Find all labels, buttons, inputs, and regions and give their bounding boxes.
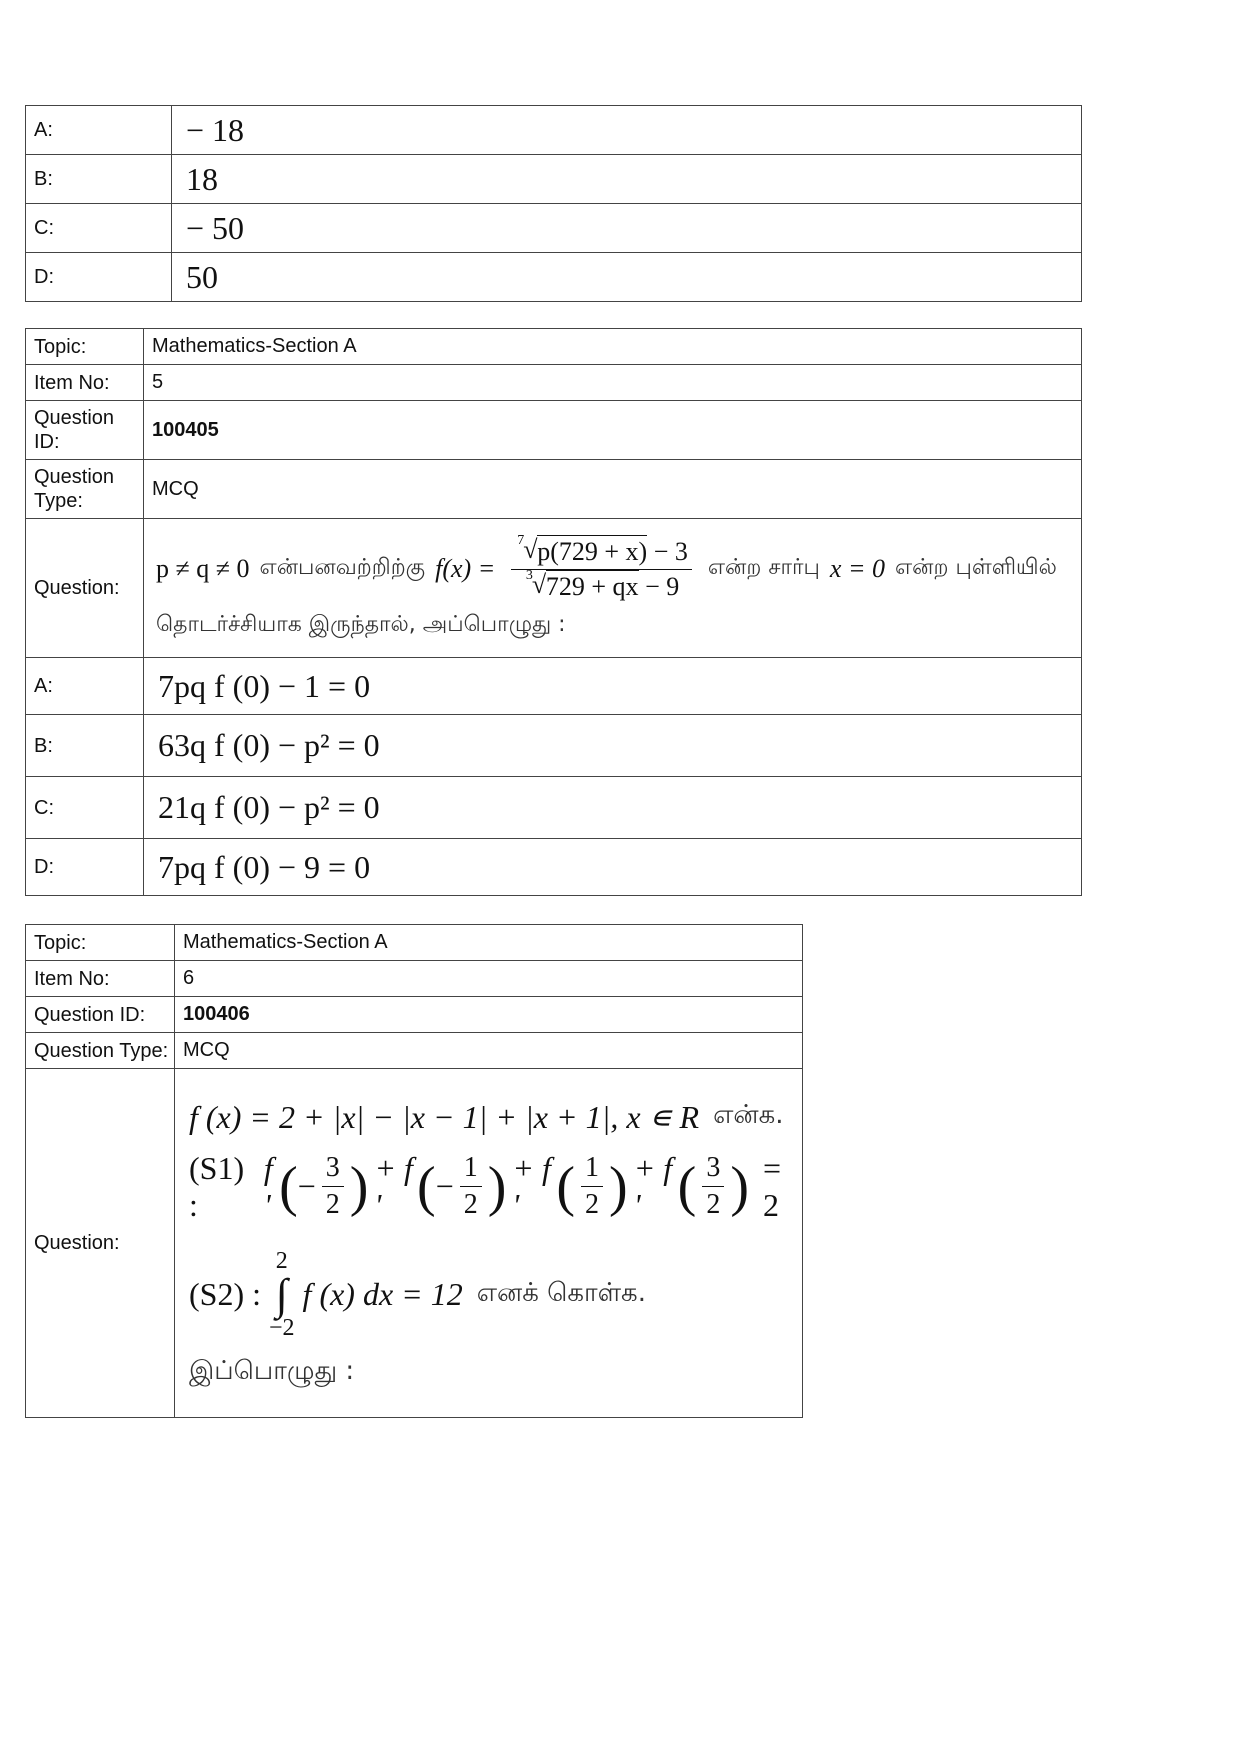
- fraction-numerator: 1: [460, 1152, 482, 1187]
- item-label: Item No:: [26, 961, 175, 997]
- question-id-label: Question ID:: [26, 997, 175, 1033]
- question-type-value: MCQ: [144, 460, 1082, 519]
- question-label: Question:: [26, 1069, 175, 1418]
- s1-term: [634, 1150, 749, 1224]
- point-text: x = 0: [829, 554, 885, 583]
- option-value: 63q f (0) − p² = 0: [144, 715, 1082, 777]
- topic-value: Mathematics-Section A: [144, 329, 1082, 365]
- option-value: 21q f (0) − p² = 0: [144, 777, 1082, 839]
- option-row: [26, 253, 1082, 302]
- root-body: p(729 + x): [537, 536, 648, 566]
- integral-upper-limit: 2: [275, 1247, 288, 1274]
- s2-label: (S2) :: [189, 1276, 261, 1312]
- statement-s1: [189, 1150, 802, 1224]
- question-body: [175, 1069, 803, 1418]
- question-id-value: 100406: [175, 997, 803, 1033]
- prev-options-table: [25, 105, 1082, 302]
- right-paren: ): [349, 1155, 369, 1218]
- left-paren: (: [556, 1155, 576, 1218]
- statement-s2: [189, 1248, 802, 1342]
- tamil-text: என்ற சார்பு: [707, 555, 820, 580]
- right-paren: ): [730, 1155, 749, 1218]
- item-label: Item No:: [26, 365, 144, 401]
- fraction-denominator: 2: [325, 1189, 340, 1220]
- s1-label: (S1) :: [189, 1149, 245, 1223]
- option-value: − 18: [172, 106, 1082, 155]
- term-fraction: [702, 1152, 724, 1221]
- fraction-denominator: 2: [706, 1189, 721, 1220]
- question-id-label: Question ID:: [26, 401, 144, 460]
- question-line-1: [156, 532, 1081, 602]
- tamil-text: இப்பொழுது :: [189, 1355, 355, 1386]
- left-paren: (: [279, 1155, 298, 1218]
- option-row: [26, 204, 1082, 253]
- fraction-denominator: [520, 567, 683, 602]
- root-sign-icon: √: [531, 569, 547, 599]
- topic-label: Topic:: [26, 925, 175, 961]
- option-label: C:: [26, 777, 144, 839]
- derivative-prefix: + f ': [374, 1149, 413, 1223]
- term-fraction: [322, 1152, 344, 1221]
- option-label: D:: [26, 253, 172, 302]
- function-definition: f (x) = 2 + |x| − |x − 1| + |x + 1|, x ∊ R: [189, 1098, 700, 1135]
- option-value: 18: [172, 155, 1082, 204]
- term-sign: −: [435, 1168, 454, 1204]
- function-lhs: f(x) =: [435, 554, 496, 583]
- fraction-denominator: 2: [585, 1189, 600, 1220]
- denominator-tail: − 9: [645, 571, 680, 601]
- seventh-root: [515, 532, 648, 567]
- left-paren: (: [417, 1155, 436, 1218]
- s1-terms: [264, 1150, 755, 1224]
- fraction-numerator: 3: [322, 1152, 344, 1187]
- term-fraction: [460, 1152, 482, 1221]
- option-label: D:: [26, 839, 144, 896]
- option-value: 50: [172, 253, 1082, 302]
- s1-term: [374, 1150, 506, 1224]
- root-index: 7: [517, 532, 525, 548]
- option-value: 7pq f (0) − 1 = 0: [144, 658, 1082, 715]
- tamil-text: என்ற புள்ளியில்: [895, 555, 1057, 580]
- fraction-numerator: 3: [702, 1152, 724, 1187]
- cube-root: [524, 567, 639, 602]
- derivative-prefix: + f ': [633, 1149, 673, 1223]
- numerator-tail: − 3: [653, 536, 688, 566]
- question-body: [144, 519, 1082, 658]
- function-fraction: [511, 532, 692, 602]
- fraction-numerator: 1: [581, 1152, 603, 1187]
- s1-term: [512, 1150, 627, 1224]
- question-type-label: Question Type:: [26, 460, 144, 519]
- right-paren: ): [487, 1155, 507, 1218]
- left-paren: (: [677, 1155, 697, 1218]
- question-line-4: [189, 1356, 802, 1389]
- option-row: [26, 106, 1082, 155]
- condition-text: p ≠ q ≠ 0: [156, 554, 250, 583]
- question-id-value: 100405: [144, 401, 1082, 460]
- tamil-text: எனக் கொள்க.: [476, 1278, 646, 1308]
- root-body: 729 + qx: [545, 571, 639, 601]
- fraction-denominator: 2: [463, 1189, 478, 1220]
- item-value: 5: [144, 365, 1082, 401]
- question-line-2: தொடர்ச்சியாக இருந்தால், அப்பொழுது :: [156, 611, 566, 637]
- fraction-numerator: [511, 532, 692, 570]
- option-row: [26, 155, 1082, 204]
- right-paren: ): [609, 1155, 628, 1218]
- option-label: A:: [26, 658, 144, 715]
- integral-body: f (x) dx = 12: [302, 1276, 463, 1312]
- question-type-label: Question Type:: [26, 1033, 175, 1069]
- integral-symbol: [269, 1248, 295, 1342]
- root-sign-icon: √: [523, 534, 538, 564]
- s1-term: [264, 1150, 369, 1224]
- tamil-text: என்க.: [713, 1100, 784, 1130]
- option-label: A:: [26, 106, 172, 155]
- integral-lower-limit: −2: [269, 1314, 295, 1341]
- term-sign: −: [297, 1168, 316, 1204]
- question-5-table: [25, 328, 1082, 896]
- option-label: B:: [26, 715, 144, 777]
- tamil-text: என்பனவற்றிற்கு: [259, 555, 426, 580]
- topic-value: Mathematics-Section A: [175, 925, 803, 961]
- question-type-value: MCQ: [175, 1033, 803, 1069]
- topic-label: Topic:: [26, 329, 144, 365]
- option-label: C:: [26, 204, 172, 253]
- root-index: 3: [525, 567, 533, 583]
- item-value: 6: [175, 961, 803, 997]
- integral-icon: ∫: [275, 1269, 288, 1319]
- question-label: Question:: [26, 519, 144, 658]
- question-6-table: [25, 924, 803, 1418]
- s1-rhs: = 2: [762, 1149, 782, 1223]
- option-label: B:: [26, 155, 172, 204]
- derivative-prefix: + f ': [512, 1149, 551, 1223]
- question-line-1: [189, 1098, 802, 1136]
- derivative-prefix: f ': [263, 1149, 273, 1223]
- term-fraction: [581, 1152, 603, 1221]
- option-value: 7pq f (0) − 9 = 0: [144, 839, 1082, 896]
- option-value: − 50: [172, 204, 1082, 253]
